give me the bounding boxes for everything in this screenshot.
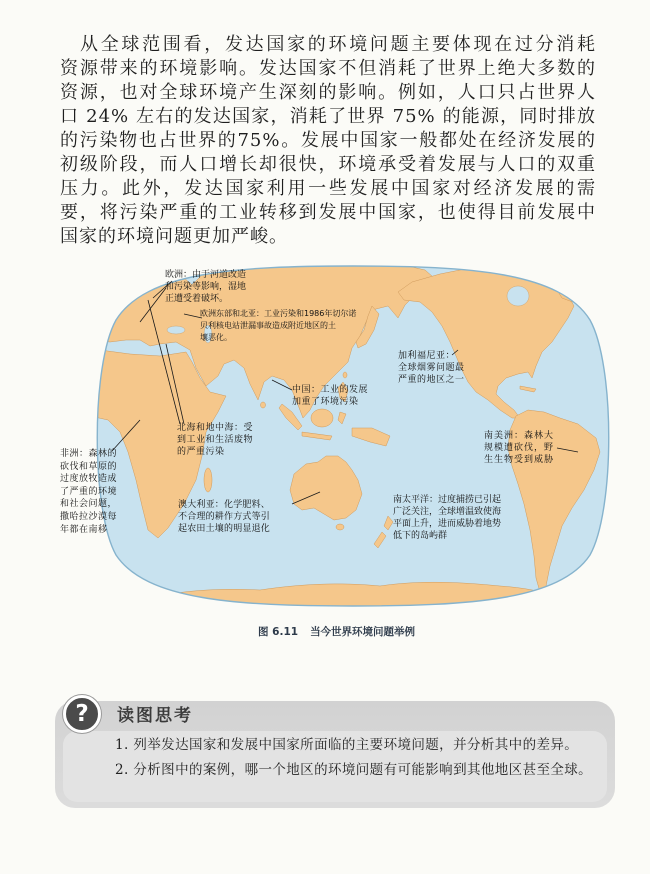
annotation-line: 和社会问题， xyxy=(60,499,118,510)
annotation-line: 加重了环境污染 xyxy=(292,397,359,407)
question-icon: ? xyxy=(63,695,101,733)
annotation-line: 欧洲：由于河道改造 xyxy=(165,270,247,280)
question-list xyxy=(115,733,605,783)
annotation-line: 过度放牧造成 xyxy=(60,474,118,485)
annotation-china xyxy=(292,384,368,408)
hudson-bay xyxy=(507,286,529,306)
annotation-africa xyxy=(60,448,117,536)
paragraph-line: 的污染物也占世界的75%。发展中国家一般都处在经济发展的 xyxy=(60,130,596,151)
annotation-line: 贝利核电站泄漏事故造成附近地区的土 xyxy=(200,321,336,330)
figure-title: 当今世界环境问题举例 xyxy=(310,626,416,638)
annotation-line: 加利福尼亚： xyxy=(398,351,456,361)
annotation-line: 了严重的环境 xyxy=(60,486,118,497)
annotation-south-america xyxy=(484,430,554,466)
body-paragraph xyxy=(60,33,596,249)
paragraph-line: 压力。此外，发达国家利用一些发展中国家对经济发展的需 xyxy=(60,178,596,199)
paragraph-line: 资源带来的环境影响。发达国家不但消耗了世界上绝大多数的 xyxy=(60,58,596,79)
paragraph-line: 口 24% 左右的发达国家，消耗了世界 75% 的能源，同时排放 xyxy=(60,106,596,127)
question-item: 2. 分析图中的案例，哪一个地区的环境问题有可能影响到其他地区甚至全球。 xyxy=(115,762,593,778)
annotation-line: 广泛关注，全球增温致使海 xyxy=(393,507,502,517)
annotation-line: 全球烟雾问题最 xyxy=(398,363,465,373)
annotation-line: 严重的地区之一 xyxy=(398,375,465,385)
annotation-eastern-europe-north-asia xyxy=(200,308,356,344)
annotation-europe xyxy=(165,269,246,305)
annotation-line: 撒哈拉沙漠每 xyxy=(60,511,118,522)
annotation-australia xyxy=(178,499,270,535)
annotation-line: 平面上升，进而威胁着地势 xyxy=(393,519,502,529)
annotation-line: 和污染等影响，湿地 xyxy=(165,282,247,292)
annotation-line: 南美洲：森林大 xyxy=(484,431,555,441)
figure-caption xyxy=(258,624,415,639)
annotation-line: 南太平洋：过度捕捞已引起 xyxy=(393,495,502,505)
annotation-line: 壤恶化。 xyxy=(200,333,232,342)
question-item: 1. 列举发达国家和发展中国家所面临的主要环境问题，并分析其中的差异。 xyxy=(115,737,579,753)
annotation-south-pacific xyxy=(393,494,501,542)
annotation-north-sea-mediterranean xyxy=(177,422,253,458)
annotation-line: 非洲：森林的 xyxy=(60,449,118,459)
annotation-california xyxy=(398,350,465,386)
annotation-line: 不合理的耕作方式等引 xyxy=(178,512,271,522)
annotation-line: 年都在南移 xyxy=(60,524,108,535)
annotation-line: 规模遭砍伐，野 xyxy=(484,443,555,453)
think-box-title: 读图思考 xyxy=(117,706,193,726)
annotation-line: 生生物受到威胁 xyxy=(484,455,555,465)
landmass-tasmania xyxy=(336,524,344,530)
landmass-sri-lanka xyxy=(261,402,266,408)
annotation-line: 中国：工业的发展 xyxy=(292,385,369,395)
annotation-line: 低下的岛屿群 xyxy=(393,531,448,541)
landmass-borneo xyxy=(311,409,333,427)
landmass-iceland xyxy=(101,279,111,285)
paragraph-line: 要，将污染严重的工业转移到发展中国家，也使得目前发展中 xyxy=(60,202,596,223)
figure-number: 图 6.11 xyxy=(258,626,299,638)
annotation-line: 澳大利亚：化学肥料、 xyxy=(178,500,271,510)
think-box xyxy=(55,701,615,808)
annotation-line: 到工业和生活废物 xyxy=(177,435,254,445)
landmass-madagascar xyxy=(204,468,212,492)
black-sea xyxy=(167,326,185,334)
annotation-line: 起农田土壤的明显退化 xyxy=(178,524,271,534)
paragraph-line: 国家的环境问题更加严峻。 xyxy=(60,226,288,247)
landmass-british-isles xyxy=(96,294,106,310)
paragraph-line: 从全球范围看，发达国家的环境问题主要体现在过分消耗 xyxy=(80,34,596,55)
annotation-line: 的严重污染 xyxy=(177,447,225,457)
paragraph-line: 资源，也对全球环境产生深刻的影响。例如，人口只占世界人 xyxy=(60,82,596,103)
annotation-line: 欧洲东部和北亚：工业污染和1986年切尔诺 xyxy=(200,309,357,318)
annotation-line: 砍伐和草原的 xyxy=(60,461,118,472)
paragraph-line: 初级阶段，而人口增长却很快，环境承受着发展与人口的双重 xyxy=(60,154,596,175)
landmass-taiwan xyxy=(343,372,347,378)
annotation-line: 北海和地中海：受 xyxy=(177,423,254,433)
annotation-line: 正遭受着破坏。 xyxy=(165,294,229,304)
